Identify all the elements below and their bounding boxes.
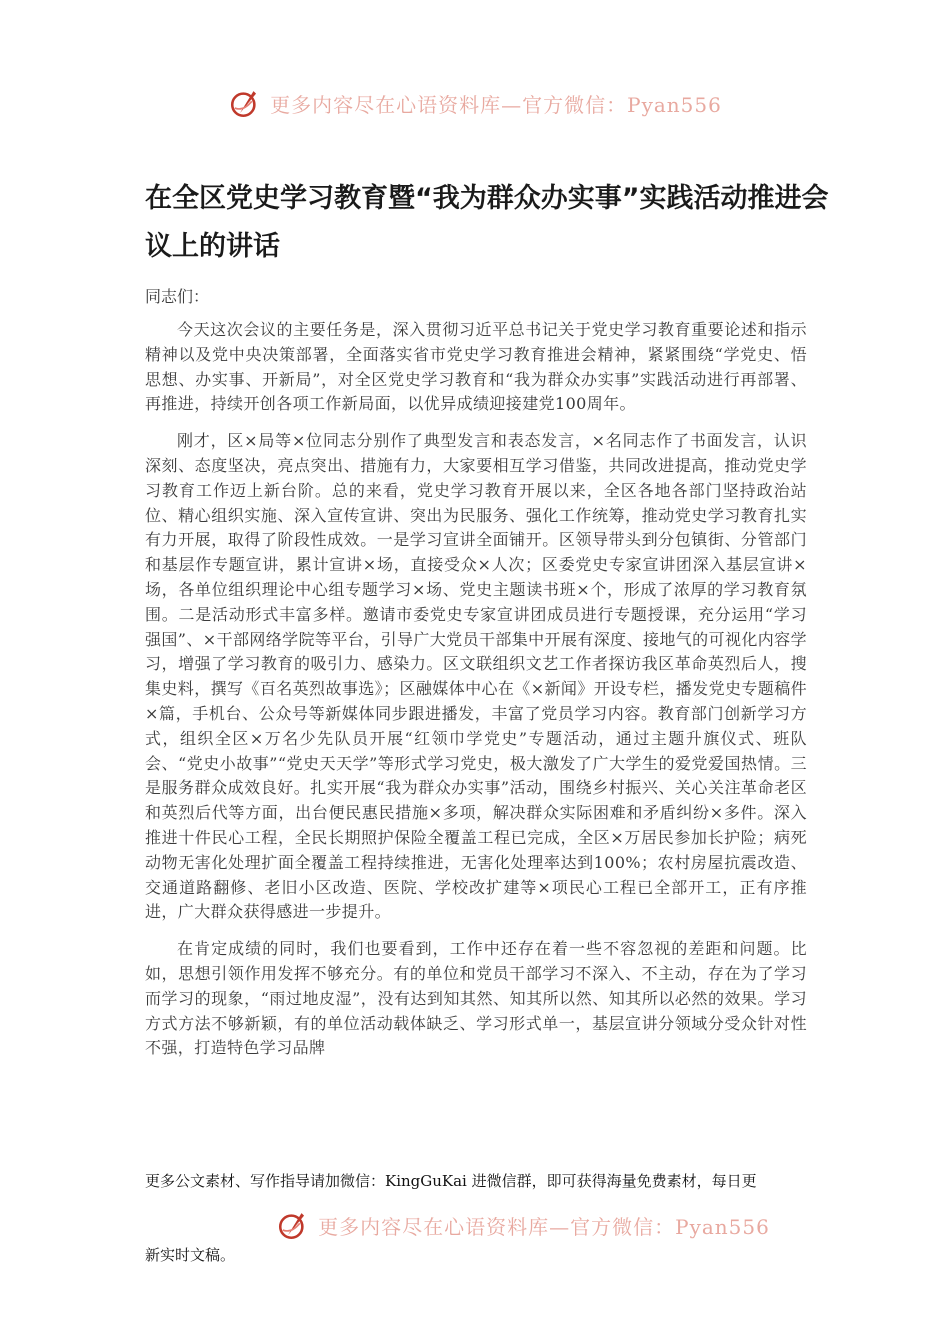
header-watermark [0, 86, 950, 120]
quill-ring-logo-icon [228, 86, 262, 120]
footer-watermark [48, 1208, 950, 1242]
paragraph-3: 在肯定成绩的同时，我们也要看到，工作中还存在着一些不容忽视的差距和问题。比如，思想引领作用发挥不够充分。有的单位和党员干部学习不深入、不主动，存在为了学习而学习的现象，“雨过地皮湿”，没有达到知其然、知其所以然、知其所以必然的效果。学习方式方法不够新颖，有的单位活动载体缺乏、学习形式单一，基层宣讲分领域分受众针对性不强，打造特色学习品牌 [145, 939, 807, 1058]
paragraph-2: 刚才，区×局等×位同志分别作了典型发言和表态发言，×名同志作了书面发言，认识深刻、态度坚决，亮点突出、措施有力，大家要相互学习借鉴，共同改进提高，推动党史学习教育工作迈上新台阶。总的来看，党史学习教育开展以来，全区各地各部门坚持政治站位、精心组织实施、深入宣传宣讲、突出为民服务、强化工作统筹，推动党史学习教育扎实有力开展，取得了阶段性成效。一是学习宣讲全面铺开。区领导带头到分包镇街、分管部门和基层作专题宣讲，累计宣讲×场，直接受众×人次；区委党史专家宣讲团深入基层宣讲×场，各单位组织理论中心组专题学习×场、党史主题读书班×个，形成了浓厚的学习教育氛围。二是活动形式丰富多样。邀请市委党史专家宣讲团成员进行专题授课，充分运用“学习强国”、×干部网络学院等平台，引导广大党员干部集中开展有深度、接地气的可视化内容学习，增强了学习教育的吸引力、感染力。区文联组织文艺工作者探访我区革命英烈后人，搜集史料，撰写《百名英烈故事选》；区融媒体中心在《×新闻》开设专栏，播发党史专题稿件×篇，手机台、公众号等新媒体同步跟进播发，丰富了党员学习内容。教育部门创新学习方式，组织全区×万名少先队员开展“红领巾学党史”专题活动，通过主题升旗仪式、班队会、“党史小故事”“党史天天学”等形式学习党史，极大激发了广大学生的爱党爱国热情。三是服务群众成效良好。扎实开展“我为群众办实事”活动，围绕乡村振兴、关心关注革命老区和英烈后代等方面，出台便民惠民措施×多项，解决群众实际困难和矛盾纠纷×多件。深入推进十件民心工程，全民长期照护保险全覆盖工程已完成，全区×万居民参加长护险；病死动物无害化处理扩面全覆盖工程持续推进，无害化处理率达到100%；农村房屋抗震改造、交通道路翻修、老旧小区改造、医院、学校改扩建等×项民心工程已全部开工，正有序推进，广大群众获得感进一步提升。 [145, 431, 807, 922]
quill-ring-logo-icon [276, 1208, 310, 1242]
salutation: 同志们： [145, 287, 210, 306]
paragraph-1: 今天这次会议的主要任务是，深入贯彻习近平总书记关于党史学习教育重要论述和指示精神以及党中央决策部署，全面落实省市党史学习教育推进会精神，紧紧围绕“学党史、悟思想、办实事、开新局”，对全区党史学习教育和“我为群众办实事”实践活动进行再部署、再推进，持续开创各项工作新局面，以优异成绩迎接建党100周年。 [145, 320, 807, 414]
document-body [145, 318, 807, 1073]
watermark-text: 更多内容尽在心语资料库—官方微信：Pyan556 [270, 92, 722, 117]
footer-note: 更多公文素材、写作指导请加微信：KingGuKai 进微信群，即可获得海量免费素材，每日更 [145, 1172, 757, 1190]
watermark-text: 更多内容尽在心语资料库—官方微信：Pyan556 [318, 1214, 770, 1239]
document-title: 在全区党史学习教育暨“我为群众办实事”实践活动推进会议上的讲话 [145, 183, 829, 262]
footer-note-continued: 新实时文稿。 [145, 1246, 236, 1264]
